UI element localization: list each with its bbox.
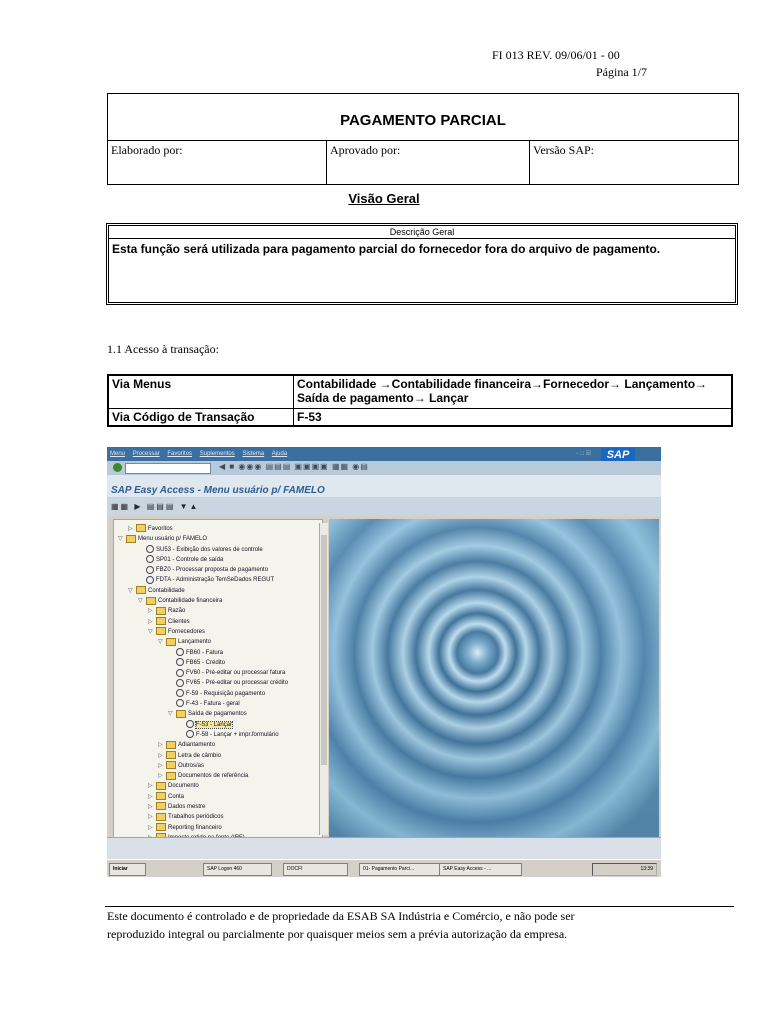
tree-transaction[interactable] [114, 575, 288, 585]
collapsed-triangle-icon[interactable]: ▷ [158, 773, 163, 780]
tree-item-label: F-59 - Requisição pagamento [186, 690, 266, 697]
tree-item-label: FB65 - Crédito [186, 659, 226, 666]
tree-folder[interactable] [114, 781, 288, 791]
footer-notice [107, 907, 737, 943]
screen-title-bar [107, 475, 661, 497]
title-table [107, 93, 739, 185]
page-number: Página 1/7 [596, 65, 647, 79]
folder-icon [166, 751, 176, 759]
tree-folder[interactable] [114, 709, 288, 719]
tree-transaction[interactable] [114, 668, 288, 678]
tree-item-label: Dados mestre [168, 804, 206, 811]
tree-transaction[interactable] [114, 658, 288, 668]
transaction-icon [186, 730, 194, 738]
transaction-icon [176, 689, 184, 697]
folder-icon [166, 638, 176, 646]
collapsed-triangle-icon[interactable]: ▷ [158, 742, 163, 749]
taskbar-button[interactable]: SAP Logon 460 [203, 863, 272, 876]
folder-icon [156, 792, 166, 800]
scroll-thumb[interactable] [321, 535, 327, 765]
tree-item-label: SP01 - Controle de saída [156, 556, 224, 563]
application-toolbar [107, 498, 661, 516]
tree-item-label: FV65 - Pré-editar ou processar crédito [186, 680, 289, 687]
expanded-triangle-icon[interactable]: ▽ [158, 639, 163, 646]
versao-sap-cell: Versão SAP: [530, 141, 739, 185]
section-heading [0, 191, 768, 206]
menu-item[interactable]: Sistema [242, 451, 265, 457]
collapsed-triangle-icon[interactable]: ▷ [148, 793, 153, 800]
via-menus-label: Via Menus [108, 375, 294, 409]
expanded-triangle-icon[interactable]: ▽ [118, 536, 123, 543]
tree-scrollbar[interactable] [319, 523, 328, 835]
tree-item-label: Documento [168, 783, 199, 790]
expanded-triangle-icon[interactable]: ▽ [138, 598, 143, 605]
transaction-icon [146, 576, 154, 584]
tree-item-label: Saída de pagamentos [188, 711, 247, 718]
collapsed-triangle-icon[interactable]: ▷ [148, 814, 153, 821]
sap-screenshot [107, 447, 661, 877]
window-controls-icon[interactable]: ▫ □ ☒ [576, 451, 591, 457]
transaction-icon [176, 699, 184, 707]
menu-item[interactable]: Suplementos [199, 451, 235, 457]
tree-transaction[interactable] [114, 689, 288, 699]
tree-folder[interactable] [114, 524, 288, 534]
tree-transaction[interactable] [114, 678, 288, 688]
section-title: 1.1 Acesso à transação: [107, 342, 219, 356]
tree-item-label: F-43 - Fatura - geral [186, 701, 240, 708]
tree-item-label: Favoritos [148, 526, 173, 532]
tree-transaction[interactable] [114, 720, 288, 730]
tree-item-label: FV60 - Pré-editar ou processar fatura [186, 670, 286, 677]
folder-icon [156, 813, 166, 821]
via-menus-path: Contabilidade →Contabilidade financeira→Fornecedor→ Lançamento→ Saída de pagamento→ Lançar [294, 375, 733, 409]
collapsed-triangle-icon[interactable]: ▷ [148, 608, 153, 615]
tree-item-label: Menu usuário p/ FAMELO [138, 536, 208, 543]
taskbar-button[interactable]: SAP Easy Access - ... [439, 863, 522, 876]
sap-menu-bar [107, 447, 661, 461]
tree-folder[interactable] [114, 617, 288, 627]
transaction-icon [146, 566, 154, 574]
transaction-icon [146, 555, 154, 563]
tree-folder[interactable] [114, 637, 288, 647]
folder-icon [176, 710, 186, 718]
menu-item[interactable]: Ajuda [271, 451, 288, 457]
tree-item-label: Adiantamento [178, 742, 216, 749]
folder-icon [156, 782, 166, 790]
tree-item-label: SU53 - Exibição dos valores de controle [156, 546, 263, 553]
standard-toolbar [107, 461, 661, 475]
sap-logo: SAP [601, 448, 635, 462]
tree-item-label: Contabilidade financeira [158, 598, 223, 605]
folder-icon [126, 535, 136, 543]
transaction-icon [186, 720, 194, 728]
transaction-code: F-53 [294, 409, 733, 427]
tree-folder[interactable] [114, 586, 288, 596]
tree-transaction[interactable] [114, 545, 288, 555]
collapsed-triangle-icon[interactable]: ▷ [148, 618, 153, 625]
tree-item-label: Conta [168, 793, 185, 800]
tree-item-label: FBZ0 - Processar proposta de pagamento [156, 567, 269, 574]
tree-item-label: Lançamento [178, 639, 212, 646]
tree-list [114, 524, 288, 839]
tree-folder[interactable] [114, 534, 288, 544]
tree-folder[interactable] [114, 606, 288, 616]
tree-folder[interactable] [114, 823, 288, 833]
tree-item-label: Outros/as [178, 762, 205, 769]
tree-item-label: F-58 - Lançar + impr.formulário [196, 731, 279, 738]
toolbar-icons[interactable]: ◀ ■ ◉◉◉ ▤▤▤ ▣▣▣▣ ▦▦ ◉▤ [219, 462, 369, 471]
tree-item-label: Trabalhos periódicos [168, 814, 224, 821]
taskbar-button[interactable]: DOCFI [283, 863, 348, 876]
folder-icon [166, 772, 176, 780]
collapsed-triangle-icon[interactable]: ▷ [148, 824, 153, 831]
footer-line: reproduzido integral ou parcialmente por quaisquer meios sem a prévia autorização da empresa. [107, 927, 568, 941]
tree-transaction[interactable] [114, 565, 288, 575]
footer-line: Este documento é controlado e de propriedade da ESAB SA Indústria e Comércio, e não pode ser [107, 909, 575, 923]
tree-item-label: FDTA - Administração TemSeDados REGUT [156, 577, 275, 584]
description-header: Descrição Geral [109, 226, 735, 239]
document-reference: FI 013 REV. 09/06/01 - 00 [492, 48, 620, 62]
taskbar-clock: 13:39 [592, 863, 657, 876]
transaction-icon [146, 545, 154, 553]
tree-transaction[interactable] [114, 730, 288, 740]
tree-transaction[interactable] [114, 699, 288, 709]
elaborado-por-cell: Elaborado por: [108, 141, 327, 185]
collapsed-triangle-icon[interactable]: ▷ [148, 783, 153, 790]
tree-item-label: F-53 - Lançar [196, 721, 233, 728]
tree-folder[interactable] [114, 771, 288, 781]
menu-item[interactable]: Favoritos [167, 451, 193, 457]
transaction-icon [176, 658, 184, 666]
menu-item[interactable]: Processar [132, 451, 160, 457]
folder-icon [136, 586, 146, 594]
folder-icon [156, 617, 166, 625]
taskbar-button[interactable]: 01- Pagamento Parci... [359, 863, 440, 876]
expanded-triangle-icon[interactable]: ▽ [148, 628, 153, 635]
tree-item-label: Fornecedores [168, 628, 206, 635]
windows-taskbar [107, 859, 661, 877]
tree-folder[interactable] [114, 596, 288, 606]
tree-item-label: Reporting financeiro [168, 824, 222, 831]
enter-icon[interactable] [113, 463, 122, 472]
via-codigo-label: Via Código de Transação [108, 409, 294, 427]
transaction-icon [176, 669, 184, 677]
tree-folder[interactable] [114, 761, 288, 771]
tree-item-label: Contabilidade [148, 587, 185, 594]
collapsed-triangle-icon[interactable]: ▷ [158, 752, 163, 759]
tree-item-label: FB60 - Fatura [186, 649, 224, 656]
start-button[interactable]: Iniciar [109, 863, 146, 876]
tree-transaction[interactable] [114, 555, 288, 565]
application-toolbar-icons[interactable]: ▦▦ ▶ ▤▤▤ ▼▲ [111, 502, 200, 511]
aprovado-por-cell: Aprovado por: [327, 141, 530, 185]
document-title: PAGAMENTO PARCIAL [108, 94, 739, 141]
command-field[interactable] [125, 463, 211, 474]
menu-item[interactable]: Menu [110, 451, 126, 457]
folder-icon [166, 741, 176, 749]
screen-title: SAP Easy Access - Menu usuário p/ FAMELO [111, 485, 325, 496]
transaction-icon [176, 679, 184, 687]
folder-icon [166, 761, 176, 769]
folder-icon [156, 823, 166, 831]
collapsed-triangle-icon[interactable]: ▷ [128, 526, 133, 532]
status-bar [107, 837, 661, 860]
expanded-triangle-icon[interactable]: ▽ [168, 711, 173, 718]
water-ripple-image [329, 519, 659, 837]
transaction-icon [176, 648, 184, 656]
tree-folder[interactable] [114, 792, 288, 802]
folder-icon [156, 802, 166, 810]
collapsed-triangle-icon[interactable]: ▷ [158, 762, 163, 769]
folder-icon [146, 597, 156, 605]
tree-item-label: Letra de câmbio [178, 752, 222, 759]
tree-folder[interactable] [114, 627, 288, 637]
tree-transaction[interactable] [114, 648, 288, 658]
menu-tree [113, 519, 323, 839]
tree-item-label: Clientes [168, 618, 190, 625]
folder-icon [136, 524, 146, 532]
tree-folder[interactable] [114, 740, 288, 750]
tree-folder[interactable] [114, 812, 288, 822]
tree-item-label: Documentos de referência [178, 773, 249, 780]
transaction-access-table [107, 374, 733, 427]
tree-folder[interactable] [114, 751, 288, 761]
description-body: Esta função será utilizada para pagamento parcial do fornecedor fora do arquivo de pagamento. [112, 242, 661, 256]
overview-heading-text: Visão Geral [348, 191, 420, 206]
expanded-triangle-icon[interactable]: ▽ [128, 587, 133, 594]
folder-icon [156, 607, 166, 615]
folder-icon [156, 627, 166, 635]
tree-item-label: Razão [168, 608, 186, 615]
tree-folder[interactable] [114, 802, 288, 812]
collapsed-triangle-icon[interactable]: ▷ [148, 804, 153, 811]
description-box [106, 223, 738, 305]
